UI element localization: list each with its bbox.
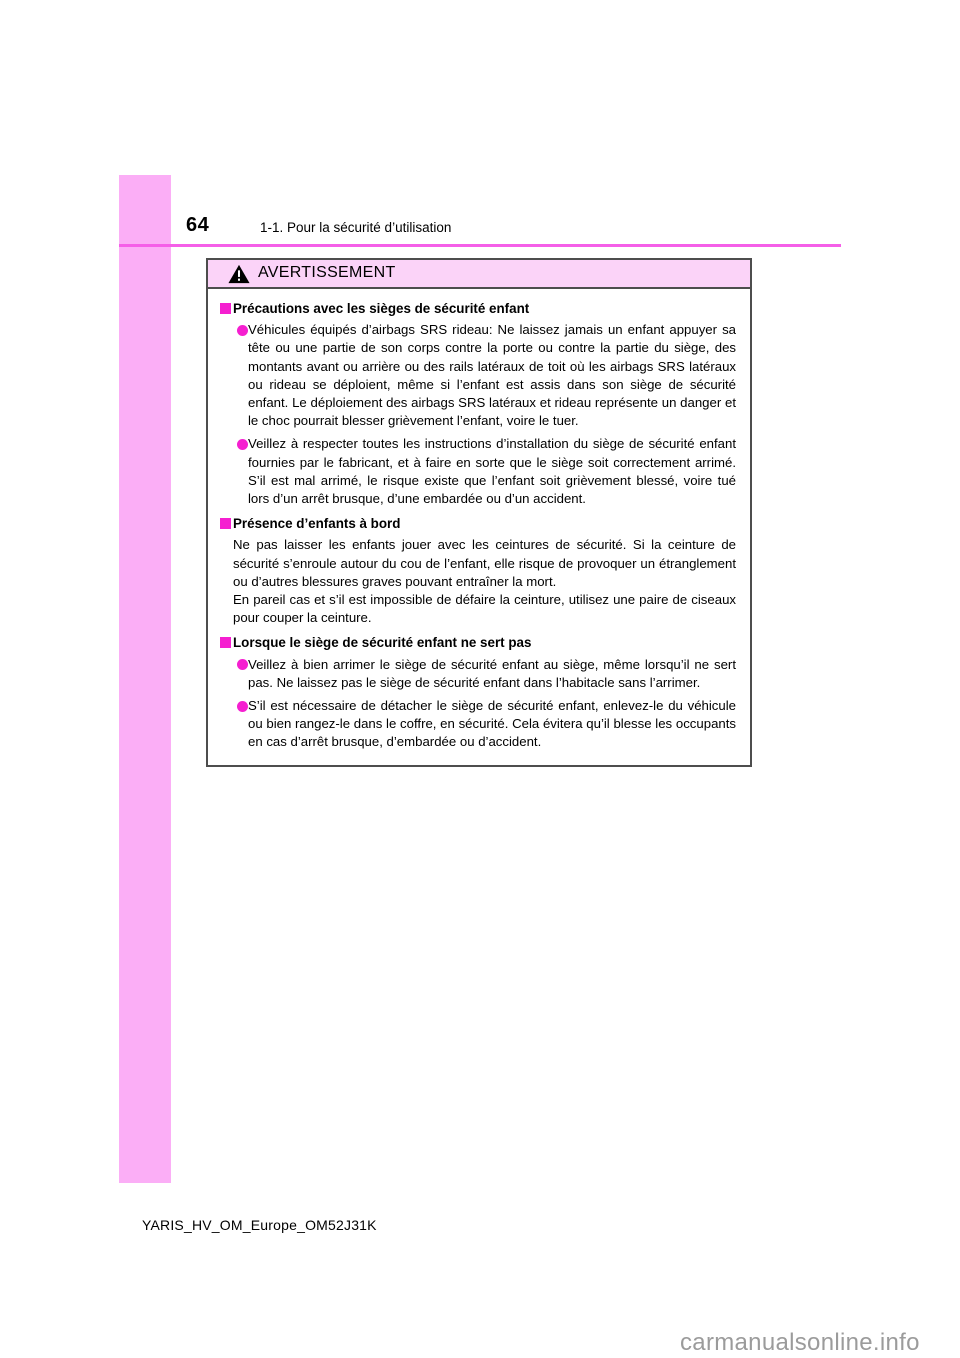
chapter-side-band: [119, 175, 171, 1183]
warning-section: [208, 634, 750, 751]
square-bullet-icon: [220, 518, 231, 529]
chapter-title: 1-1. Pour la sécurité d’utilisation: [260, 220, 452, 235]
section-heading-text: Précautions avec les sièges de sécurité enfant: [233, 301, 530, 316]
header-rule: [119, 244, 841, 247]
circle-bullet-icon: [237, 659, 248, 670]
warning-item-text: S’il est nécessaire de détacher le siège de sécurité enfant, enlevez-le du véhicule ou bien rangez-le dans le coffre, en sécurité. Cela évitera qu’il blesse les occupants en cas d’arrêt brusque, d’embardée ou d’accident.: [248, 698, 736, 750]
square-bullet-icon: [220, 303, 231, 314]
warning-content: [208, 289, 750, 765]
warning-section: [208, 300, 750, 508]
warning-section: [208, 515, 750, 627]
document-code: YARIS_HV_OM_Europe_OM52J31K: [142, 1217, 377, 1233]
warning-item-text: Veillez à bien arrimer le siège de sécurité enfant au siège, même lorsqu’il ne sert pas. Ne laissez pas le siège de sécurité enfant dans l’habitacle sans l’arrimer.: [248, 656, 736, 690]
warning-box: [206, 258, 752, 767]
section-heading: [208, 634, 750, 652]
section-heading-text: Présence d’enfants à bord: [233, 516, 401, 532]
warning-bullet-item: [208, 435, 750, 508]
circle-bullet-icon: [237, 325, 248, 336]
warning-bullet-item: [208, 697, 750, 752]
section-heading-text: Lorsque le siège de sécurité enfant ne sert pas: [233, 635, 532, 651]
warning-item-text: Véhicules équipés d’airbags SRS rideau: Ne laissez jamais un enfant appuyer sa tête ou une partie de son corps contre la porte ou contre la partie du siège, des montants avant ou arrière ou des rails latéraux de toit où les airbags SRS latéraux ou rideau se déploient, même si l’enfant est assis dans son siège de sécurité enfant. Le déploiement des airbags SRS latéraux et rideau représente un danger et le choc pourrait blesser grièvement l’enfant, voire le tuer.: [248, 322, 736, 429]
section-heading: [208, 515, 750, 533]
warning-bullet-item: [208, 656, 750, 692]
section-heading: [208, 300, 750, 318]
warning-header: [208, 260, 750, 289]
warning-title: AVERTISSEMENT: [258, 264, 396, 281]
warning-paragraph: En pareil cas et s’il est impossible de défaire la ceinture, utilisez une paire de ciseaux pour couper la ceinture.: [233, 592, 736, 626]
circle-bullet-icon: [237, 439, 248, 450]
warning-paragraph: Ne pas laisser les enfants jouer avec les ceintures de sécurité. Si la ceinture de sécurité s’enroule autour du cou de l’enfant, elle risque de provoquer un étranglement ou d’autres blessures graves pouvant entraîner la mort.: [233, 537, 736, 589]
watermark: carmanualsonline.info: [680, 1329, 920, 1356]
square-bullet-icon: [220, 637, 231, 648]
warning-bullet-item: [208, 321, 750, 430]
page-number: 64: [186, 214, 210, 236]
warning-triangle-icon: [228, 264, 250, 284]
circle-bullet-icon: [237, 701, 248, 712]
warning-item-text: Veillez à respecter toutes les instructions d’installation du siège de sécurité enfant fournies par le fabricant, et à faire en sorte que le siège soit correctement arrimé. S’il est mal arrimé, le risque existe que l’enfant soit grièvement blessé, voire tué lors d’un arrêt brusque, d’une embardée ou d’un accident.: [248, 436, 736, 507]
